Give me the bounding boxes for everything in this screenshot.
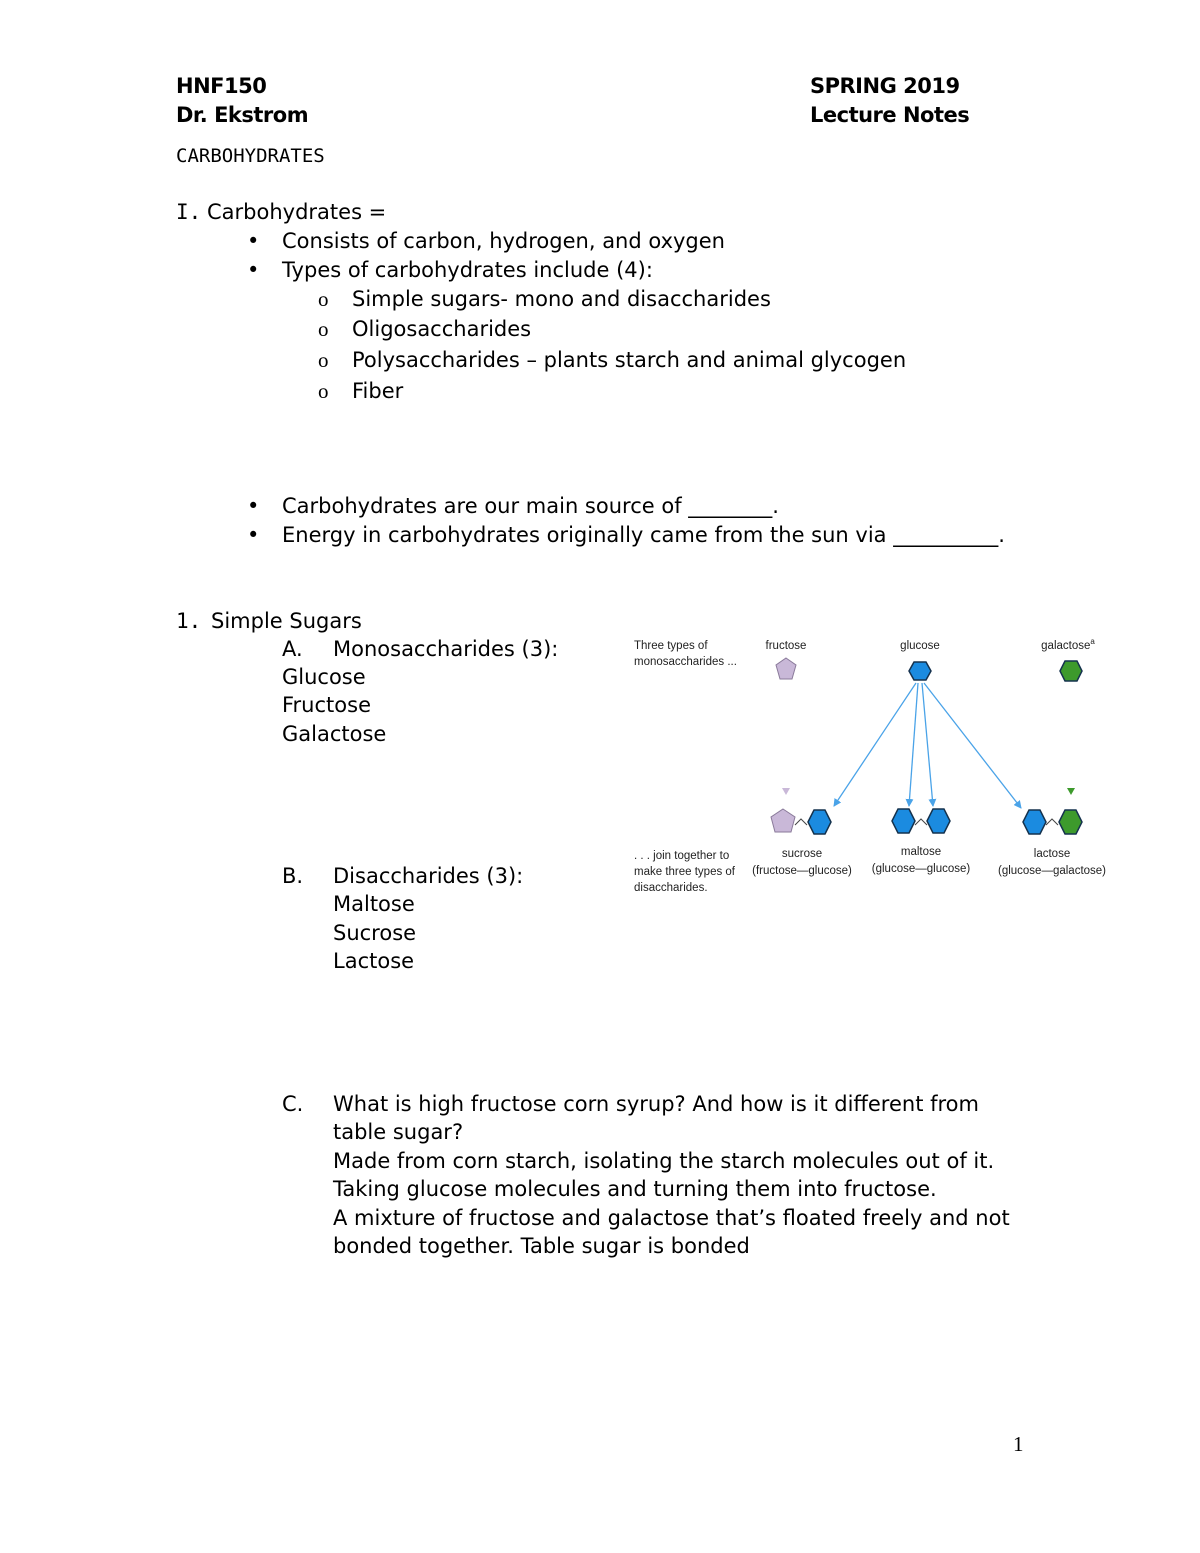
bullet-glyph: • [247, 523, 260, 547]
glucose-hexagon-icon [909, 662, 931, 680]
list-marker: A. [282, 637, 303, 661]
page-number: 1 [1013, 1432, 1024, 1456]
carb-type-item: Fiber [352, 379, 404, 403]
carb-type-item: Simple sugars- mono and disaccharides [352, 287, 771, 311]
section-heading: Carbohydrates = [207, 200, 387, 224]
sucrose-fructose-pentagon-icon [771, 809, 795, 832]
monosaccharides-heading: Monosaccharides (3): [333, 637, 559, 661]
fructose-pentagon-icon [776, 658, 796, 679]
di-label-sucrose: sucrose [781, 848, 823, 860]
bullet-glyph: • [247, 258, 260, 282]
arrow-to-lactose [924, 683, 1021, 808]
saccharide-diagram [620, 625, 1120, 905]
galactose-hexagon-icon [1060, 661, 1082, 681]
arrow-to-maltose-left [909, 683, 918, 806]
question-text: What is high fructose corn syrup? And how is it different from [333, 1092, 979, 1116]
diagram-outro-line: disaccharides. [634, 882, 708, 894]
list-item: Lactose [333, 949, 415, 973]
page-title: CARBOHYDRATES [176, 145, 325, 167]
di-parts-maltose: (glucose—glucose) [871, 863, 971, 875]
arrow-to-maltose-right [922, 683, 933, 806]
maltose-glucose-hexagon-icon [927, 809, 950, 833]
list-marker: C. [282, 1092, 304, 1116]
galactose-marker-icon [1067, 788, 1075, 795]
list-item: Glucose [282, 665, 366, 689]
diagram-outro-line: make three types of [634, 866, 735, 878]
arrow-to-sucrose [834, 683, 916, 806]
diagram-intro-line: Three types of [634, 640, 708, 652]
answer-text: Taking glucose molecules and turning them into fructose. [333, 1177, 937, 1201]
list-item: Galactose [282, 722, 387, 746]
lactose-galactose-hexagon-icon [1059, 810, 1082, 834]
answer-text: A mixture of fructose and galactose that’s floated freely and not [333, 1206, 1010, 1230]
answer-text: bonded together. Table sugar is bonded [333, 1234, 750, 1258]
mono-label-glucose: glucose [900, 640, 940, 652]
di-label-lactose: lactose [1033, 848, 1071, 860]
section-marker: I. [176, 200, 202, 224]
list-item: Sucrose [333, 921, 417, 945]
diagram-intro-line: monosaccharides ... [634, 656, 737, 668]
course-code: HNF150 [176, 74, 267, 98]
sub-bullet-glyph: o [318, 379, 329, 403]
di-parts-lactose: (glucose—galactose) [997, 865, 1107, 877]
bullet-item: Types of carbohydrates include (4): [282, 258, 653, 282]
instructor-name: Dr. Ekstrom [176, 103, 309, 127]
sub-bullet-glyph: o [318, 348, 329, 372]
maltose-bond-icon [915, 819, 927, 825]
list-marker: B. [282, 864, 304, 888]
carb-type-item: Polysaccharides – plants starch and animal glycogen [352, 348, 907, 372]
carb-type-item: Oligosaccharides [352, 317, 532, 341]
disaccharides-heading: Disaccharides (3): [333, 864, 524, 888]
mono-label-fructose: fructose [765, 640, 807, 652]
fill-in-blank-item: Energy in carbohydrates originally came from the sun via __________. [282, 523, 1005, 547]
subsection-heading: Simple Sugars [211, 609, 362, 633]
di-label-maltose: maltose [900, 846, 942, 858]
sucrose-glucose-hexagon-icon [808, 810, 831, 834]
lactose-glucose-hexagon-icon [1023, 810, 1046, 834]
doc-type-label: Lecture Notes [810, 103, 970, 127]
diagram-outro-line: . . . join together to [634, 850, 730, 862]
sub-bullet-glyph: o [318, 287, 329, 311]
sub-bullet-glyph: o [318, 317, 329, 341]
answer-text: Made from corn starch, isolating the starch molecules out of it. [333, 1149, 995, 1173]
fill-in-blank-item: Carbohydrates are our main source of ________. [282, 494, 779, 518]
maltose-glucose-hexagon-icon [892, 809, 915, 833]
subsection-marker: 1. [176, 609, 202, 633]
term-label: SPRING 2019 [810, 74, 960, 98]
list-item: Maltose [333, 892, 415, 916]
fructose-marker-icon [782, 788, 790, 795]
lactose-bond-icon [1046, 819, 1058, 825]
di-parts-sucrose: (fructose—glucose) [752, 865, 852, 877]
bullet-glyph: • [247, 494, 260, 518]
question-text: table sugar? [333, 1120, 464, 1144]
list-item: Fructose [282, 693, 371, 717]
bullet-item: Consists of carbon, hydrogen, and oxygen [282, 229, 725, 253]
bullet-glyph: • [247, 229, 260, 253]
sucrose-bond-icon [795, 819, 807, 825]
mono-label-galactose: galactose$^a$ [1041, 637, 1095, 652]
